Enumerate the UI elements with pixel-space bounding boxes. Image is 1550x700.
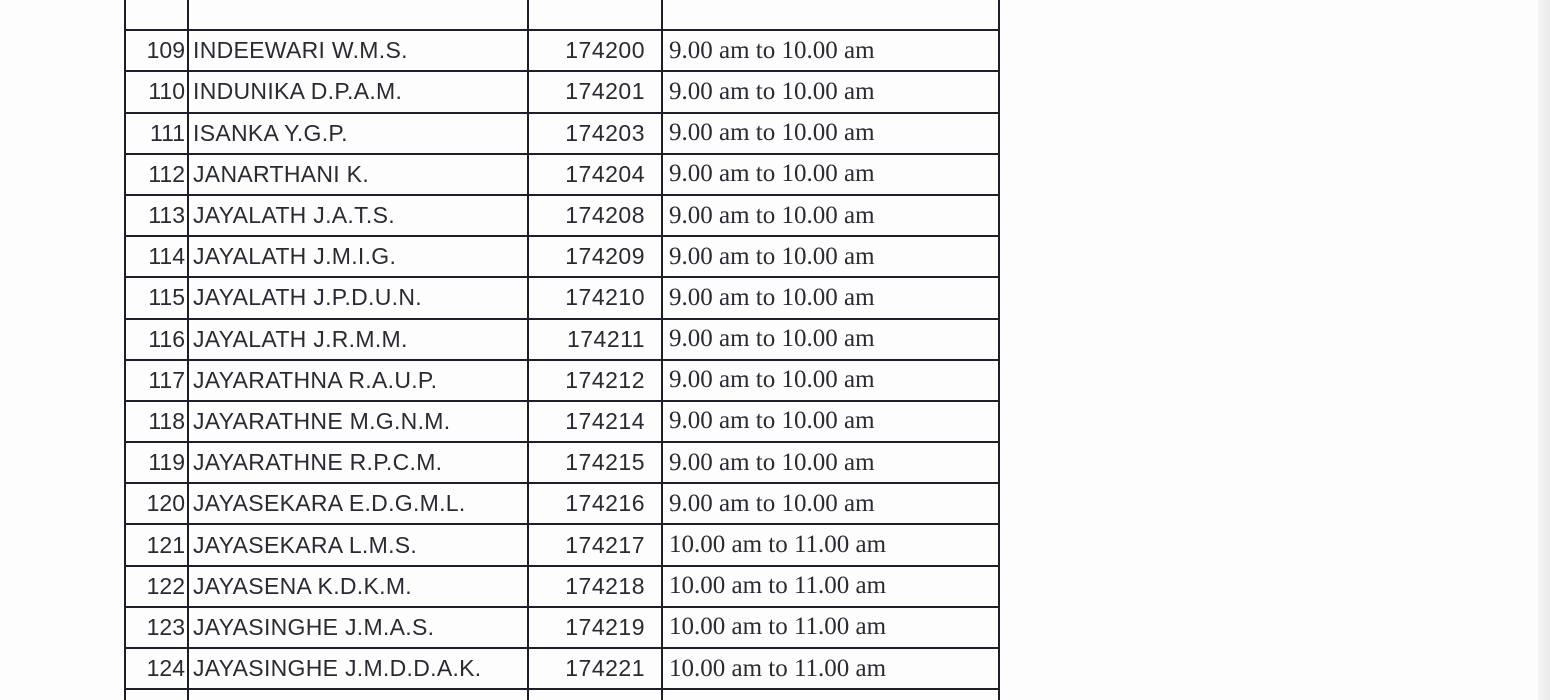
student-name-cell <box>188 689 528 700</box>
student-name-cell: JAYALATH J.R.M.M. <box>188 319 528 360</box>
index-number-cell: 174221 <box>528 648 662 689</box>
index-number-cell: 174211 <box>528 319 662 360</box>
schedule-table-body <box>125 0 999 700</box>
row-number-cell: 116 <box>125 319 188 360</box>
table-row <box>125 236 999 277</box>
row-number-cell: 122 <box>125 566 188 607</box>
table-row <box>125 30 999 71</box>
index-number-cell: 174218 <box>528 566 662 607</box>
student-name-cell: ISANKA Y.G.P. <box>188 113 528 154</box>
index-number-cell: 174204 <box>528 154 662 195</box>
time-slot-cell: 9.00 am to 10.00 am <box>662 30 999 71</box>
time-slot-cell: 10.00 am to 11.00 am <box>662 524 999 565</box>
table-row <box>125 154 999 195</box>
index-number-cell: 174216 <box>528 483 662 524</box>
student-name-cell: JAYASINGHE J.M.A.S. <box>188 607 528 648</box>
index-number-cell: 174209 <box>528 236 662 277</box>
index-number-cell: 174210 <box>528 277 662 318</box>
table-row <box>125 689 999 700</box>
student-name-cell: JAYASINGHE J.M.D.D.A.K. <box>188 648 528 689</box>
row-number-cell: 118 <box>125 401 188 442</box>
row-number-cell: 117 <box>125 360 188 401</box>
time-slot-cell: 9.00 am to 10.00 am <box>662 154 999 195</box>
time-slot-cell <box>662 689 999 700</box>
time-slot-cell: 9.00 am to 10.00 am <box>662 442 999 483</box>
student-name-cell: JAYALATH J.P.D.U.N. <box>188 277 528 318</box>
row-number-cell: 110 <box>125 71 188 112</box>
table-row <box>125 71 999 112</box>
row-number-cell: 109 <box>125 30 188 71</box>
student-name-cell: INDUNIKA D.P.A.M. <box>188 71 528 112</box>
row-number-cell: 111 <box>125 113 188 154</box>
row-number-cell <box>125 689 188 700</box>
table-row <box>125 401 999 442</box>
row-number-cell <box>125 0 188 30</box>
student-name-cell: JANARTHANI K. <box>188 154 528 195</box>
student-name-cell: JAYALATH J.A.T.S. <box>188 195 528 236</box>
table-row <box>125 566 999 607</box>
time-slot-cell <box>662 0 999 30</box>
time-slot-cell: 9.00 am to 10.00 am <box>662 360 999 401</box>
row-number-cell: 121 <box>125 524 188 565</box>
table-row <box>125 195 999 236</box>
table-row <box>125 483 999 524</box>
index-number-cell: 174200 <box>528 30 662 71</box>
schedule-table <box>124 0 1000 700</box>
time-slot-cell: 9.00 am to 10.00 am <box>662 113 999 154</box>
index-number-cell: 174219 <box>528 607 662 648</box>
table-row <box>125 607 999 648</box>
table-row <box>125 442 999 483</box>
table-row <box>125 524 999 565</box>
row-number-cell: 112 <box>125 154 188 195</box>
table-row <box>125 0 999 30</box>
student-name-cell: JAYARATHNE M.G.N.M. <box>188 401 528 442</box>
index-number-cell <box>528 689 662 700</box>
row-number-cell: 120 <box>125 483 188 524</box>
row-number-cell: 123 <box>125 607 188 648</box>
time-slot-cell: 10.00 am to 11.00 am <box>662 648 999 689</box>
index-number-cell: 174217 <box>528 524 662 565</box>
row-number-cell: 114 <box>125 236 188 277</box>
time-slot-cell: 10.00 am to 11.00 am <box>662 566 999 607</box>
time-slot-cell: 9.00 am to 10.00 am <box>662 236 999 277</box>
student-name-cell: JAYALATH J.M.I.G. <box>188 236 528 277</box>
time-slot-cell: 9.00 am to 10.00 am <box>662 195 999 236</box>
table-row <box>125 360 999 401</box>
time-slot-cell: 9.00 am to 10.00 am <box>662 277 999 318</box>
index-number-cell <box>528 0 662 30</box>
time-slot-cell: 9.00 am to 10.00 am <box>662 483 999 524</box>
student-name-cell: JAYASEKARA L.M.S. <box>188 524 528 565</box>
time-slot-cell: 9.00 am to 10.00 am <box>662 71 999 112</box>
time-slot-cell: 9.00 am to 10.00 am <box>662 319 999 360</box>
index-number-cell: 174203 <box>528 113 662 154</box>
row-number-cell: 124 <box>125 648 188 689</box>
time-slot-cell: 9.00 am to 10.00 am <box>662 401 999 442</box>
student-name-cell: JAYASEKARA E.D.G.M.L. <box>188 483 528 524</box>
page-edge-shadow <box>1538 0 1550 700</box>
row-number-cell: 115 <box>125 277 188 318</box>
index-number-cell: 174212 <box>528 360 662 401</box>
student-name-cell: JAYARATHNE R.P.C.M. <box>188 442 528 483</box>
student-name-cell: JAYASENA K.D.K.M. <box>188 566 528 607</box>
table-row <box>125 648 999 689</box>
index-number-cell: 174208 <box>528 195 662 236</box>
index-number-cell: 174215 <box>528 442 662 483</box>
student-name-cell: INDEEWARI W.M.S. <box>188 30 528 71</box>
row-number-cell: 113 <box>125 195 188 236</box>
student-name-cell <box>188 0 528 30</box>
row-number-cell: 119 <box>125 442 188 483</box>
index-number-cell: 174201 <box>528 71 662 112</box>
table-row <box>125 319 999 360</box>
student-name-cell: JAYARATHNA R.A.U.P. <box>188 360 528 401</box>
time-slot-cell: 10.00 am to 11.00 am <box>662 607 999 648</box>
table-row <box>125 277 999 318</box>
table-row <box>125 113 999 154</box>
index-number-cell: 174214 <box>528 401 662 442</box>
